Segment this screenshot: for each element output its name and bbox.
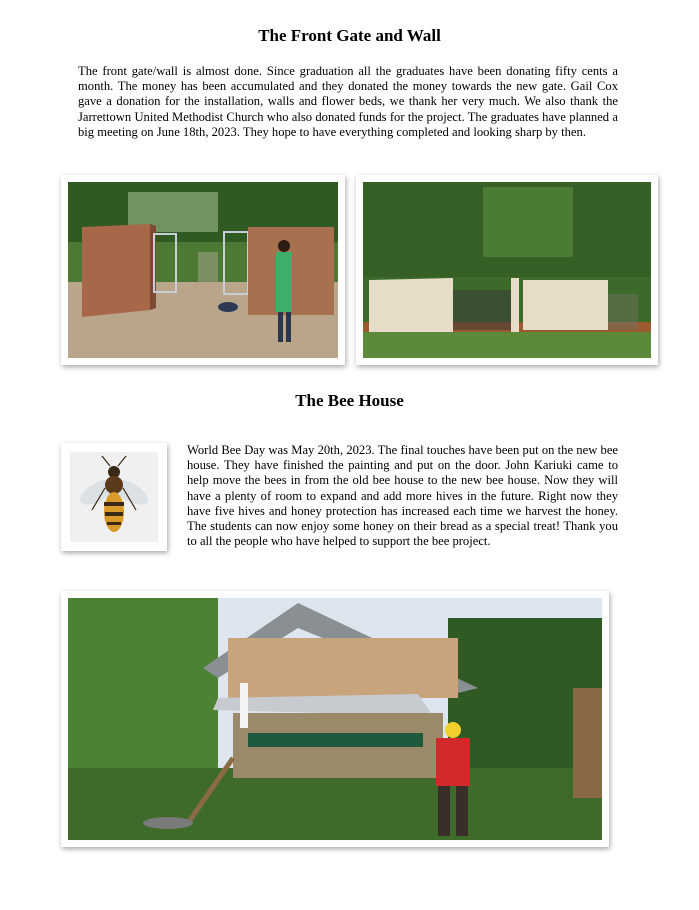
front-gate-paragraph: The front gate/wall is almost done. Since graduation all the graduates have been donating fifty cents a month. The money has been accumulated and they donated the money towards the new gate. Gail Cox gave a donation for the installation, walls and flower beds, we thank her very much. We also thank the Jarrettown United Methodist Church who also donated funds for the project. The graduates have planned a big meeting on June 18th, 2023. They hope to have everything completed and looking sharp by then. [78,64,618,139]
photo-gate-completed [356,175,658,365]
bee-house-paragraph: World Bee Day was May 20th, 2023. The final touches have been put on the new bee house. They have finished the painting and put on the door. John Kariuki came to help move the bees in from the old bee house to the new bee house. Now they will have a plenty of room to expand and add more hives in the future. Right now they have five hives and honey protection has increased each time we harvest the honey. The students can now enjoy some honey on their bread as a special treat! Thank you to all the people who have helped to support the bee project. [187,443,618,549]
bee-illustration [61,443,167,551]
photo-bee-house [61,591,609,847]
photo-gate-construction [61,175,345,365]
section-title-bee-house: The Bee House [295,391,404,410]
section-title-front-gate: The Front Gate and Wall [258,26,441,45]
